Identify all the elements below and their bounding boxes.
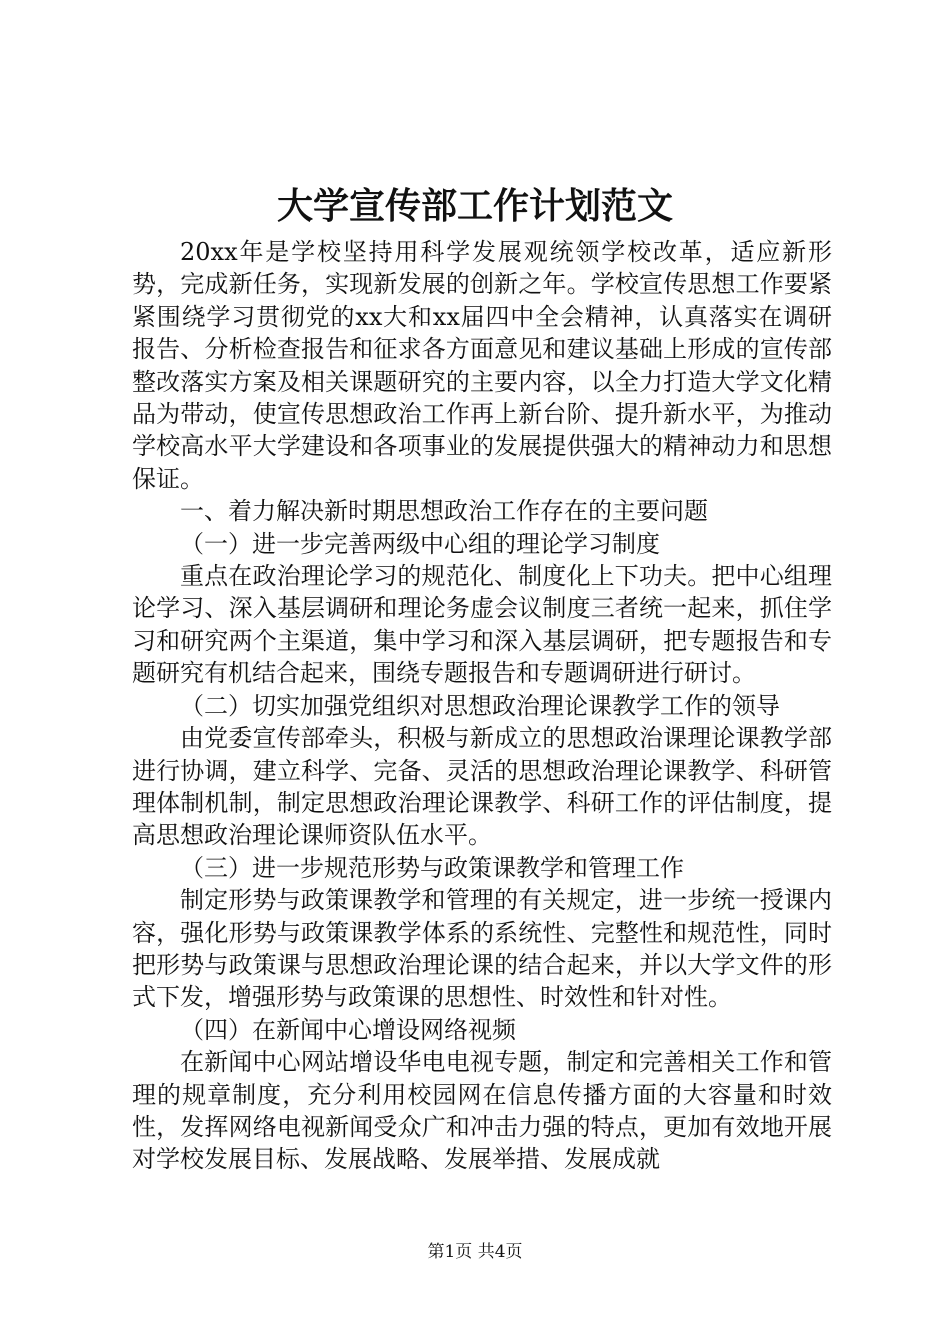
subsection-heading: （一）进一步完善两级中心组的理论学习制度 — [180, 529, 660, 558]
document-body — [132, 236, 832, 1176]
subsection-heading: （二）切实加强党组织对思想政治理论课教学工作的领导 — [180, 691, 780, 720]
subsection-heading: （三）进一步规范形势与政策课教学和管理工作 — [180, 853, 684, 882]
section-heading: 一、着力解决新时期思想政治工作存在的主要问题 — [180, 497, 708, 526]
paragraph-intro: 20xx年是学校坚持用科学发展观统领学校改革，适应新形势，完成新任务，实现新发展的创新之年。学校宣传思想工作要紧紧围绕学习贯彻党的xx大和xx届四中全会精神，认真落实在调研报告、分析检查报告和征求各方面意见和建议基础上形成的宣传部整改落实方案及相关课题研究的主要内容，以全力打造大学文化精品为带动，使宣传思想政治工作再上新台阶、提升新水平，为推动学校高水平大学建设和各项事业的发展提供强大的精神动力和思想保证。 — [132, 238, 832, 493]
paragraph-body: 在新闻中心网站增设华电电视专题，制定和完善相关工作和管理的规章制度，充分利用校园网在信息传播方面的大容量和时效性，发挥网络电视新闻受众广和冲击力强的特点，更加有效地开展对学校发展目标、发展战略、发展举措、发展成就 — [132, 1048, 832, 1174]
paragraph-body: 由党委宣传部牵头，积极与新成立的思想政治课理论课教学部进行协调，建立科学、完备、灵活的思想政治理论课教学、科研管理体制机制，制定思想政治理论课教学、科研工作的评估制度，提高思想政治理论课师资队伍水平。 — [132, 724, 832, 850]
document-title: 大学宣传部工作计划范文 — [276, 185, 673, 227]
paragraph-body: 重点在政治理论学习的规范化、制度化上下功夫。把中心组理论学习、深入基层调研和理论务虚会议制度三者统一起来，抓住学习和研究两个主渠道，集中学习和深入基层调研，把专题报告和专题研究有机结合起来，围绕专题报告和专题调研进行研讨。 — [132, 562, 832, 688]
subsection-heading: （四）在新闻中心增设网络视频 — [180, 1015, 516, 1044]
paragraph-body: 制定形势与政策课教学和管理的有关规定，进一步统一授课内容，强化形势与政策课教学体系的系统性、完整性和规范性，同时把形势与政策课与思想政治理论课的结合起来，并以大学文件的形式下发，增强形势与政策课的思想性、时效性和针对性。 — [132, 886, 832, 1012]
page-number-footer: 第1页 共4页 — [427, 1242, 523, 1262]
